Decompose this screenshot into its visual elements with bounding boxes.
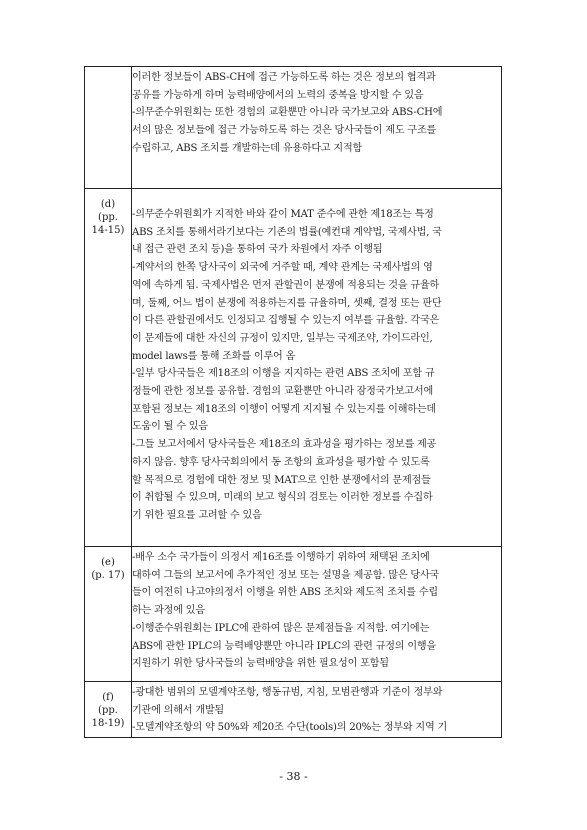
text-line: 이러한 정보들이 ABS-CH에 접근 가능하도록 하는 것은 정보의 협격과 [132, 72, 436, 83]
text-line: 이 취합될 수 있으며, 미래의 보고 형식의 검토는 이러한 정보를 수집하 [132, 492, 433, 504]
text-line: -그들 보고서에서 당사국들은 제18조의 효과성을 평가하는 정보를 제공 [132, 439, 437, 451]
text-line: -이행준수위원회는 IPLC에 관하여 많은 문제점들을 지적함. 여기에는 [132, 622, 429, 634]
table-row [85, 189, 502, 547]
text-line: -의무준수위원회는 또한 경험의 교환뿐만 아니라 국가보고와 ABS-CH에 [132, 107, 443, 119]
text-line: 들이 여전히 나고야의정서 이행을 위한 ABS 조치와 제도적 조치를 수립 [132, 587, 438, 599]
text-line: 하는 과정에 있음 [132, 605, 205, 617]
text-line: 공유를 가능하게 하며 능력배양에서의 노력의 중복을 방지할 수 있음 [132, 89, 424, 101]
text-line: -계약서의 한쪽 당사국이 외국에 거주할 때, 계약 관계는 국제사법의 영 [132, 262, 433, 274]
ref-label: (pp. [98, 705, 118, 716]
ref-label: (f) [102, 692, 114, 703]
text-line: -배우 소수 국가들이 의정서 제16조를 이행하기 위하여 채택된 조치에 [132, 552, 430, 563]
ref-cell [85, 189, 132, 547]
body-cell [132, 547, 502, 682]
text-line: 지원하기 위한 당사국들의 능력배양을 위한 필요성이 포함됨 [132, 658, 389, 670]
ref-label: (pp. [98, 212, 118, 223]
text-line: 서의 많은 정보들에 접근 가능하도록 하는 것은 당사국들이 제도 구조를 [132, 125, 437, 137]
text-line: 할 목적으로 경험에 대한 정보 및 MAT으로 인한 분쟁에서의 문제점들 [132, 474, 431, 486]
table-row [85, 547, 502, 682]
ref-label: (e) [101, 557, 115, 568]
ref-cell [85, 547, 132, 682]
body-cell [132, 67, 502, 189]
text-line: -모델계약조항의 약 50%와 제20조 수단(tools)의 20%는 정부와 지역 기 [132, 722, 448, 734]
body-cell [132, 682, 502, 738]
text-line: 이 문제들에 대한 자신의 규정이 있지만, 일부는 국제조약, 가이드라인, [132, 332, 433, 344]
text-line: -일부 당사국들은 제18조의 이행을 지지하는 관련 ABS 조치에 포함 규 [132, 368, 435, 380]
text-line: 정들에 관한 정보를 공유함. 경험의 교환뿐만 아니라 잠정국가보고서에 [132, 386, 434, 398]
ref-label: 14-15) [91, 225, 125, 236]
text-line: 하지 않음. 향후 당사국회의에서 동 조항의 효과성을 평가할 수 있도록 [132, 456, 430, 468]
text-line: ABS에 관한 IPLC의 능력배양뿐만 아니라 IPLC의 관련 규정의 이행을 [132, 640, 437, 652]
body-cell [132, 189, 502, 547]
ref-label: (p. 17) [91, 570, 125, 581]
text-line: 역에 속하게 됨. 국제사법은 먼저 관할권이 분쟁에 적용되는 것을 규율하 [132, 279, 440, 291]
page-number: - 38 - [279, 770, 308, 783]
text-line: 포함된 정보는 제18조의 이행이 어떻게 지지될 수 있는지를 이해하는데 [132, 403, 436, 415]
ref-cell [85, 682, 132, 738]
text-line: 기 위한 필요를 고려할 수 있음 [132, 509, 262, 521]
text-line: 이 다른 관할권에서도 인정되고 집행될 수 있는지 여부를 규율함. 각국은 [132, 315, 440, 327]
text-line: -의무준수위원회가 지적한 바와 같이 MAT 준수에 관한 제18조는 특정 [132, 209, 434, 220]
table-row [85, 67, 502, 189]
ref-label: 18-19) [91, 718, 125, 729]
table-row [85, 682, 502, 738]
text-line: -광대한 범위의 모델계약조항, 행동규범, 지침, 모범관행과 기준이 정부와 [132, 687, 443, 698]
text-line: ABS 조치를 통해서라기보다는 기존의 법률(예컨대 계약법, 국제사법, 국 [132, 226, 442, 238]
text-line: 며, 둘째, 어느 법이 분쟁에 적용하는지를 규율하며, 셋째, 결정 또는 판단 [132, 297, 442, 309]
text-line: 기관에 의해서 개발됨 [132, 704, 224, 716]
text-line: 수립하고, ABS 조치를 개발하는데 유용하다고 지적함 [132, 142, 363, 154]
content-table [84, 66, 502, 738]
ref-cell [85, 67, 132, 189]
text-line: 내 접근 관련 조치 등)을 통하여 국가 차원에서 자주 이행됨 [132, 244, 383, 256]
text-line: 도움이 될 수 있음 [132, 421, 208, 433]
text-line: model laws를 통해 조화를 이루어 옴 [132, 350, 296, 362]
text-line: 대하여 그들의 보고서에 추가적인 정보 또는 설명을 제공함. 많은 당사국 [132, 569, 440, 581]
ref-label: (d) [100, 199, 116, 210]
